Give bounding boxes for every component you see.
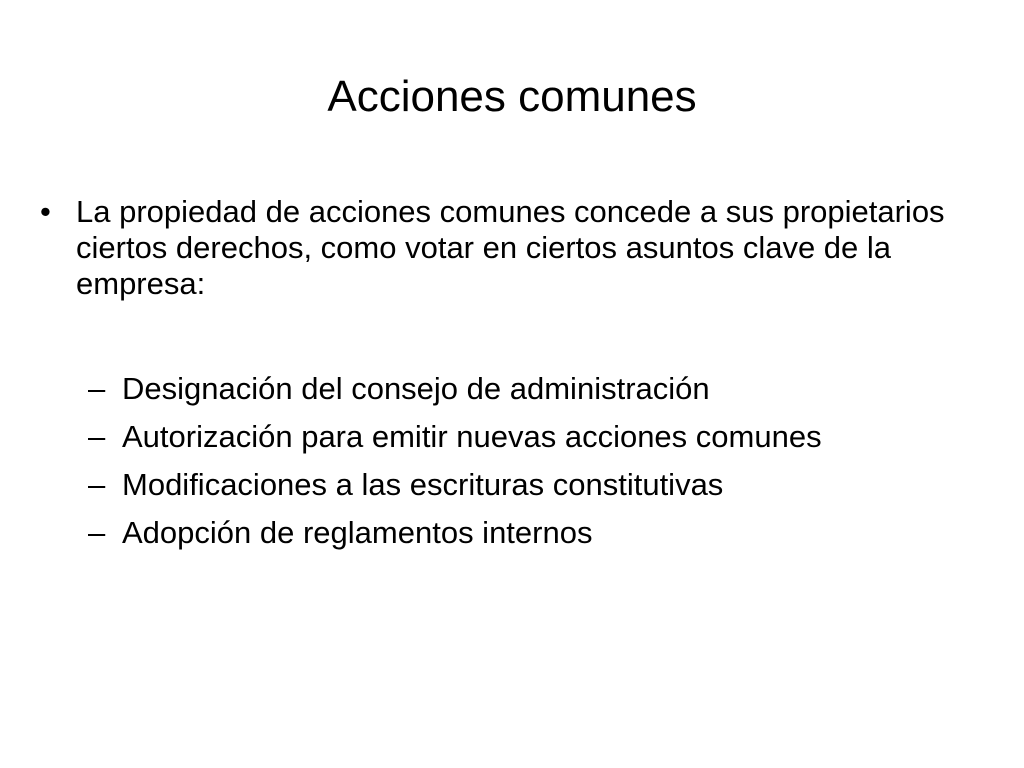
sub-bullet-list (88, 371, 988, 563)
sub-bullet-item (88, 467, 988, 515)
dash-icon: – (88, 515, 106, 550)
sub-bullet-item (88, 371, 988, 419)
bullet-text: La propiedad de acciones comunes concede a sus propietarios ciertos derechos, como votar en ciertos asuntos clave de la empresa: (76, 194, 945, 301)
sub-bullet-text: Designación del consejo de administración (122, 371, 710, 406)
sub-bullet-text: Autorización para emitir nuevas acciones comunes (122, 419, 822, 454)
sub-bullet-text: Adopción de reglamentos internos (122, 515, 593, 550)
sub-bullet-item (88, 515, 988, 563)
dash-icon: – (88, 467, 106, 502)
sub-bullet-item (88, 419, 988, 467)
sub-bullet-text: Modificaciones a las escrituras constitutivas (122, 467, 724, 502)
slide-title: Acciones comunes (327, 72, 697, 121)
dash-icon: – (88, 371, 106, 406)
bullet-point (40, 194, 1000, 302)
bullet-icon: • (40, 194, 51, 229)
dash-icon: – (88, 419, 106, 454)
